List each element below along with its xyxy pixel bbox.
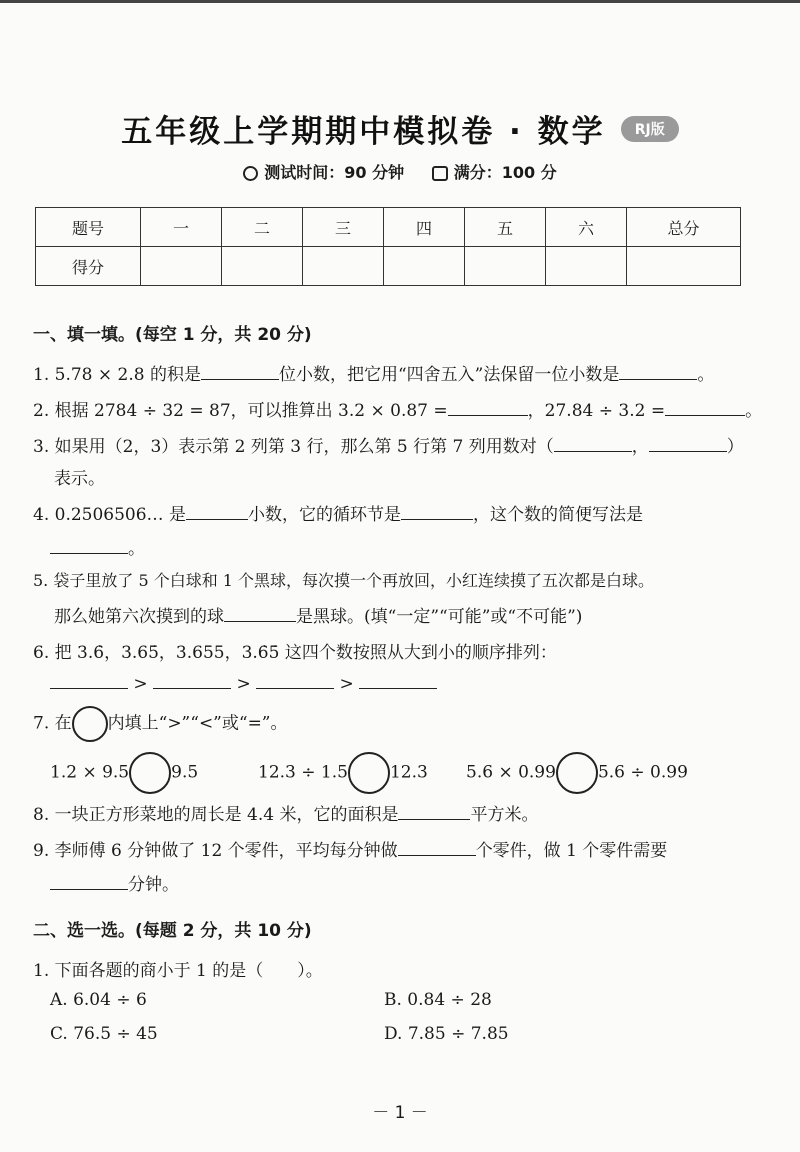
score-header-cell: 四 bbox=[384, 208, 465, 247]
answer-blank[interactable] bbox=[50, 873, 128, 890]
score-header-cell: 二 bbox=[222, 208, 303, 247]
header bbox=[0, 106, 800, 151]
full-score: 满分：100 分 bbox=[453, 163, 557, 182]
question-1-6-cont: > > > bbox=[50, 672, 437, 694]
page-top-edge bbox=[0, 0, 800, 3]
answer-blank[interactable] bbox=[50, 537, 128, 554]
answer-blank[interactable] bbox=[153, 672, 231, 689]
option-c[interactable]: C. 76.5 ÷ 45 bbox=[50, 1024, 158, 1044]
score-header-cell: 三 bbox=[303, 208, 384, 247]
score-cell[interactable] bbox=[627, 247, 741, 286]
test-time: 测试时间：90 分钟 bbox=[264, 163, 405, 182]
score-table bbox=[35, 207, 741, 286]
section-2-title: 二、选一选。(每题 2 分，共 10 分) bbox=[33, 921, 312, 941]
answer-blank[interactable] bbox=[398, 803, 470, 820]
option-b[interactable]: B. 0.84 ÷ 28 bbox=[384, 990, 492, 1010]
answer-blank[interactable] bbox=[665, 399, 745, 416]
compare-circle[interactable] bbox=[348, 752, 390, 794]
compare-circle[interactable] bbox=[556, 752, 598, 794]
score-header-cell: 五 bbox=[465, 208, 546, 247]
score-cell[interactable] bbox=[465, 247, 546, 286]
question-1-9-cont: 分钟。 bbox=[50, 870, 179, 895]
question-1-5-cont: 那么她第六次摸到的球 是黑球。(填“一定”“可能”或“不可能”) bbox=[54, 607, 583, 627]
score-icon bbox=[432, 166, 448, 181]
answer-blank[interactable] bbox=[448, 399, 528, 416]
score-cell[interactable] bbox=[222, 247, 303, 286]
edition-badge: RJ版 bbox=[621, 116, 679, 142]
answer-blank[interactable] bbox=[401, 503, 473, 520]
question-1-4-cont: 。 bbox=[50, 534, 145, 559]
question-1-6: 6. 把 3.6̇，3.65̇，3.655，3.6̇5̇ 这四个数按照从大到小的顺序排列： bbox=[33, 643, 557, 663]
answer-blank[interactable] bbox=[554, 435, 632, 452]
option-a[interactable]: A. 6.04 ÷ 6 bbox=[50, 990, 147, 1010]
compare-item-2: 12.3 ÷ 1.5 12.3 bbox=[258, 752, 428, 794]
page-title: 五年级上学期期中模拟卷 · 数学 bbox=[121, 114, 606, 150]
answer-blank[interactable] bbox=[398, 839, 476, 856]
question-1-5: 5. 袋子里放了 5 个白球和 1 个黑球，每次摸一个再放回，小红连续摸了五次都是白球。 bbox=[33, 571, 655, 590]
score-header-cell: 总分 bbox=[627, 208, 741, 247]
score-cell[interactable] bbox=[546, 247, 627, 286]
score-cell[interactable] bbox=[141, 247, 222, 286]
question-1-8: 8. 一块正方形菜地的周长是 4.4 米，它的面积是 平方米。 bbox=[33, 805, 539, 825]
question-1-3-cont: 表示。 bbox=[54, 469, 105, 489]
answer-blank[interactable] bbox=[224, 605, 296, 622]
page-number: － 1 － bbox=[372, 1103, 428, 1123]
score-table-header-row bbox=[36, 208, 741, 247]
stopwatch-icon bbox=[243, 166, 258, 181]
compare-item-1: 1.2 × 9.5 9.5 bbox=[50, 752, 198, 794]
answer-blank[interactable] bbox=[256, 672, 334, 689]
exam-info bbox=[0, 160, 800, 183]
option-d[interactable]: D. 7.85 ÷ 7.85 bbox=[384, 1024, 509, 1044]
answer-blank[interactable] bbox=[50, 672, 128, 689]
question-1-4: 4. 0.2506506… 是 小数，它的循环节是 ，这个数的简便写法是 bbox=[33, 505, 643, 525]
score-cell[interactable] bbox=[303, 247, 384, 286]
score-cell[interactable] bbox=[384, 247, 465, 286]
answer-blank[interactable] bbox=[359, 672, 437, 689]
score-table-score-row bbox=[36, 247, 741, 286]
question-1-3: 3. 如果用（2，3）表示第 2 列第 3 行，那么第 5 行第 7 列用数对（ ， ） bbox=[33, 437, 744, 457]
score-row-label: 得分 bbox=[36, 247, 141, 286]
score-header-cell: 题号 bbox=[36, 208, 141, 247]
score-header-cell: 六 bbox=[546, 208, 627, 247]
section-1-title: 一、填一填。(每空 1 分，共 20 分) bbox=[33, 325, 312, 345]
question-1-9: 9. 李师傅 6 分钟做了 12 个零件，平均每分钟做 个零件，做 1 个零件需要 bbox=[33, 841, 668, 861]
question-1-2: 2. 根据 2784 ÷ 32 = 87，可以推算出 3.2 × 0.87 = ，27.84 ÷ 3.2 = 。 bbox=[33, 401, 763, 421]
answer-blank[interactable] bbox=[201, 363, 279, 380]
answer-blank[interactable] bbox=[186, 503, 248, 520]
compare-item-3: 5.6 × 0.99 5.6 ÷ 0.99 bbox=[466, 752, 688, 794]
question-1-7: 7. 在 内填上“>”“<”或“=”。 bbox=[33, 706, 288, 742]
score-header-cell: 一 bbox=[141, 208, 222, 247]
answer-blank[interactable] bbox=[649, 435, 727, 452]
answer-blank[interactable] bbox=[619, 363, 697, 380]
compare-circle[interactable] bbox=[129, 752, 171, 794]
circle-placeholder bbox=[72, 706, 108, 742]
question-2-1: 1. 下面各题的商小于 1 的是（ ）。 bbox=[33, 961, 323, 981]
question-1-1: 1. 5.78 × 2.8 的积是 位小数，把它用“四舍五入”法保留一位小数是 。 bbox=[33, 365, 715, 385]
